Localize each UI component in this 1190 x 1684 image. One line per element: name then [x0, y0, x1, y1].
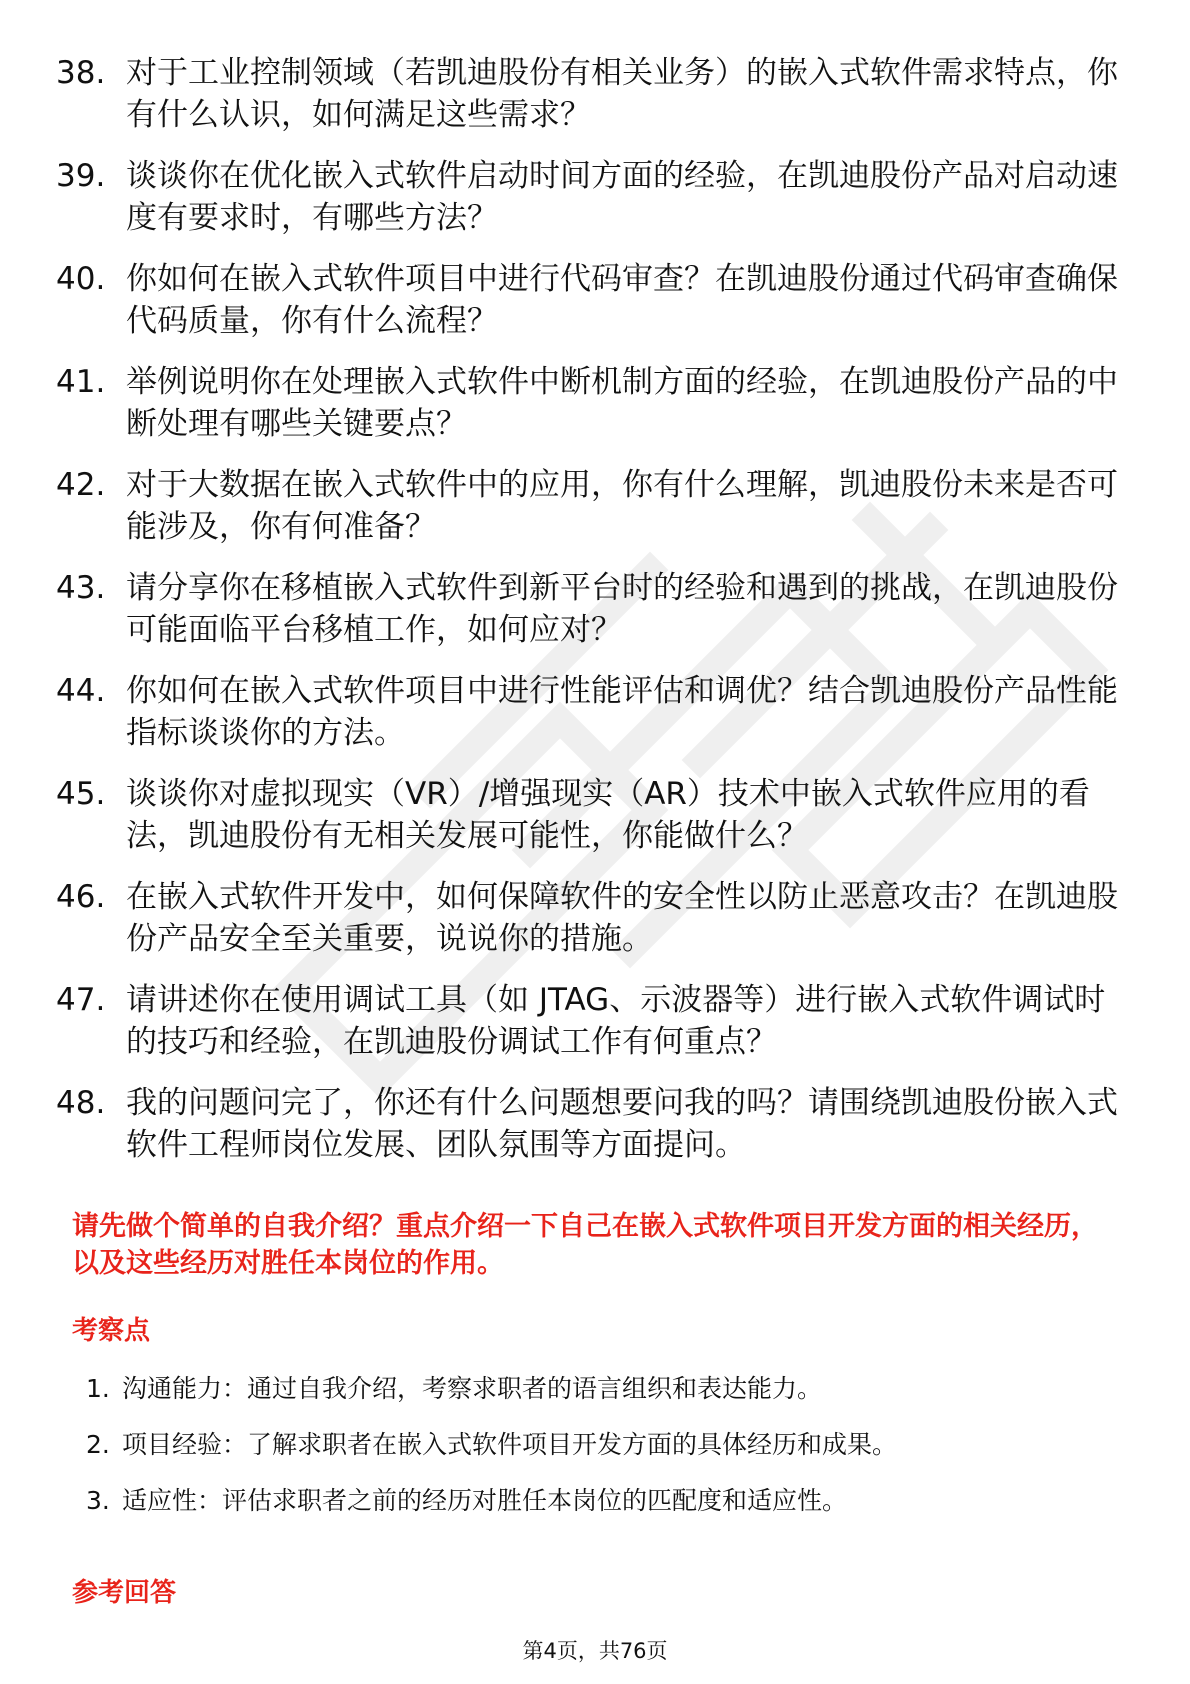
assessment-number: 2. [86, 1430, 110, 1459]
question-item [56, 52, 1126, 136]
assessment-number: 3. [86, 1486, 110, 1515]
question-text: 对于工业控制领域（若凯迪股份有相关业务）的嵌入式软件需求特点，你有什么认识，如何满足这些需求？ [126, 55, 1118, 133]
question-item [56, 155, 1126, 239]
question-number: 46. [56, 879, 106, 915]
question-text: 请讲述你在使用调试工具（如 JTAG、示波器等）进行嵌入式软件调试时的技巧和经验，在凯迪股份调试工作有何重点？ [126, 982, 1106, 1060]
question-text: 你如何在嵌入式软件项目中进行性能评估和调优？结合凯迪股份产品性能指标谈谈你的方法。 [126, 673, 1118, 751]
question-number: 38. [56, 55, 106, 91]
question-text: 我的问题问完了，你还有什么问题想要问我的吗？请围绕凯迪股份嵌入式软件工程师岗位发展、团队氛围等方面提问。 [126, 1085, 1118, 1163]
question-item [56, 876, 1126, 960]
assessment-text: 适应性：评估求职者之前的经历对胜任本岗位的匹配度和适应性。 [122, 1486, 848, 1515]
question-text: 你如何在嵌入式软件项目中进行代码审查？在凯迪股份通过代码审查确保代码质量，你有什么流程？ [126, 261, 1118, 339]
question-number: 44. [56, 673, 106, 709]
question-text: 谈谈你对虚拟现实（VR）/增强现实（AR）技术中嵌入式软件应用的看法，凯迪股份有无相关发展可能性，你能做什么？ [126, 776, 1090, 854]
question-number: 45. [56, 776, 106, 812]
question-item [56, 773, 1126, 857]
question-list [56, 52, 1126, 1185]
assessment-text: 项目经验：了解求职者在嵌入式软件项目开发方面的具体经历和成果。 [122, 1430, 898, 1459]
question-number: 43. [56, 570, 106, 606]
question-number: 39. [56, 158, 106, 194]
question-item [56, 361, 1126, 445]
page-footer: 第4页，共76页 [522, 1639, 668, 1663]
question-text: 谈谈你在优化嵌入式软件启动时间方面的经验，在凯迪股份产品对启动速度有要求时，有哪些方法？ [126, 158, 1118, 236]
question-item [56, 979, 1126, 1063]
question-number: 41. [56, 364, 106, 400]
assessment-text: 沟通能力：通过自我介绍，考察求职者的语言组织和表达能力。 [122, 1374, 823, 1403]
headline-question: 请先做个简单的自我介绍？重点介绍一下自己在嵌入式软件项目开发方面的相关经历，以及这些经历对胜任本岗位的作用。 [72, 1211, 1098, 1279]
question-item [56, 258, 1126, 342]
reference-answer-title: 参考回答 [72, 1578, 177, 1608]
assessment-item [86, 1484, 1086, 1518]
question-number: 42. [56, 467, 106, 503]
assessment-item [86, 1372, 1086, 1406]
assessment-title: 考察点 [72, 1316, 151, 1346]
question-item [56, 670, 1126, 754]
question-number: 47. [56, 982, 106, 1018]
question-number: 48. [56, 1085, 106, 1121]
assessment-number: 1. [86, 1374, 110, 1403]
assessment-list [86, 1372, 1086, 1540]
question-text: 对于大数据在嵌入式软件中的应用，你有什么理解，凯迪股份未来是否可能涉及，你有何准备？ [126, 467, 1118, 545]
question-text: 举例说明你在处理嵌入式软件中断机制方面的经验，在凯迪股份产品的中断处理有哪些关键要点？ [126, 364, 1118, 442]
question-text: 请分享你在移植嵌入式软件到新平台时的经验和遇到的挑战，在凯迪股份可能面临平台移植工作，如何应对？ [126, 570, 1118, 648]
question-number: 40. [56, 261, 106, 297]
question-item [56, 1082, 1126, 1166]
question-text: 在嵌入式软件开发中，如何保障软件的安全性以防止恶意攻击？在凯迪股份产品安全至关重要，说说你的措施。 [126, 879, 1118, 957]
question-item [56, 464, 1126, 548]
assessment-item [86, 1428, 1086, 1462]
question-item [56, 567, 1126, 651]
